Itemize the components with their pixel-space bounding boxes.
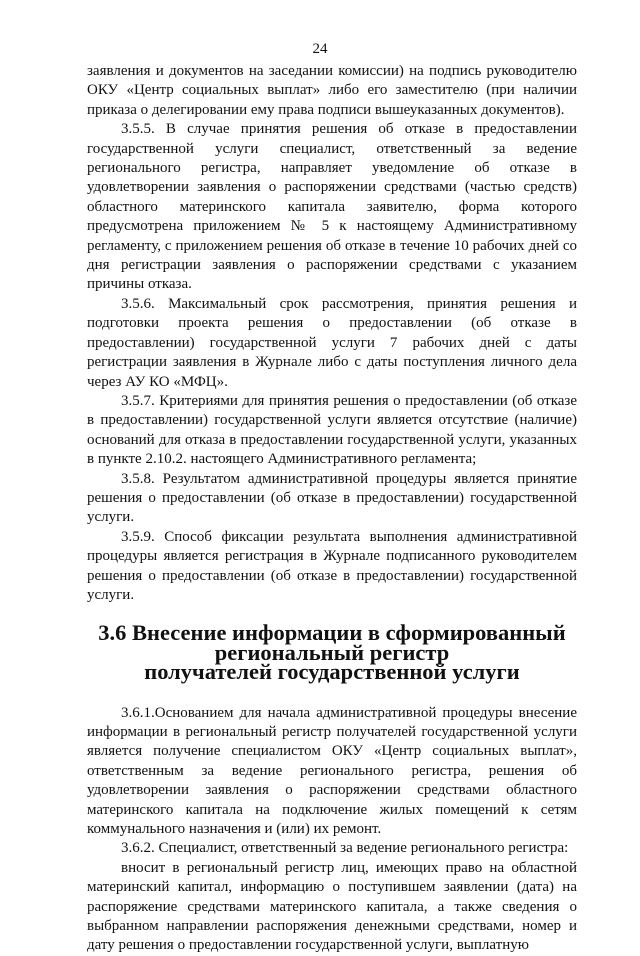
section-heading-line-2: получателей государственной услуги [144,659,520,685]
section-spacer-bottom [87,682,577,704]
paragraph-3-6-1: 3.6.1.Основанием для начала административной процедуры внесение информации в региональный регистр получателей государственной услуги является получение специалистом ОКУ «Центр социальных выплат», ответственным за ведение регионального регистра, решения об удовлетворении заявления о распоряжении средствами областного материнского капитала на подключение жилых помещений к сетям коммунального назначения и (или) их ремонт. [87,704,577,838]
paragraph-3-5-6: 3.5.6. Максимальный срок рассмотрения, принятия решения и подготовки проекта решения о предоставлении (об отказе в предоставлении) государственной услуги 7 рабочих дней с даты регистрации заявления в Журнале либо с даты поступления личного дела через АУ КО «МФЦ». [87,295,577,390]
paragraph-continuation: заявления и документов на заседании комиссии) на подпись руководителю ОКУ «Центр социальных выплат» либо его заместителю (при наличии приказа о делегировании ему права подписи вышеуказанных документов). [87,63,577,118]
section-heading-3-6 [87,620,577,685]
paragraph-3-5-7: 3.5.7. Критериями для принятия решения о предоставлении (об отказе в предоставлении) государственной услуги является отсутствие (наличие) оснований для отказа в предоставлении государственной услуги, указанных в пункте 2.10.2. настоящего Административного регламента; [87,392,577,468]
page-number: 24 [312,41,328,57]
paragraph-3-5-5: 3.5.5. В случае принятия решения об отказе в предоставлении государственной услуги специалист, ответственный за ведение регионального регистра, направляет уведомление об отказе в удовлетворении заявления о распоряжении средствами (частью средств) областного материнского капитала заявителю, форма которого предусмотрена приложением № 5 к настоящему Административному регламенту, с приложением решения об отказе в течение 10 рабочих дней со дня регистрации заявления о распоряжении средствами с указанием причины отказа. [87,121,577,293]
paragraph-3-5-9: 3.5.9. Способ фиксации результата выполнения административной процедуры является регистрация в Журнале подписанного руководителем решения о предоставлении (об отказе в предоставлении) государственной услуги. [87,528,577,603]
paragraph-3-6-2: 3.6.2. Специалист, ответственный за ведение регионального регистра: [121,840,569,857]
section-heading-line-1: 3.6 Внесение информации в сформированный региональный регистр [98,620,566,665]
paragraph-3-5-8: 3.5.8. Результатом административной процедуры является принятие решения о предоставлении (об отказе в предоставлении) государственной услуги. [87,470,577,526]
paragraph-3-6-2-item: вносит в региональный регистр лиц, имеющих право на областной материнский капитал, информацию о поступившем заявлении (дата) на распоряжение средствами материнского капитала, а также сведения о выбранном направлении распоряжения денежными средствами, номер и дату решения о предоставлении государственной услуги, выплатную [87,859,577,954]
page-content [87,62,577,956]
